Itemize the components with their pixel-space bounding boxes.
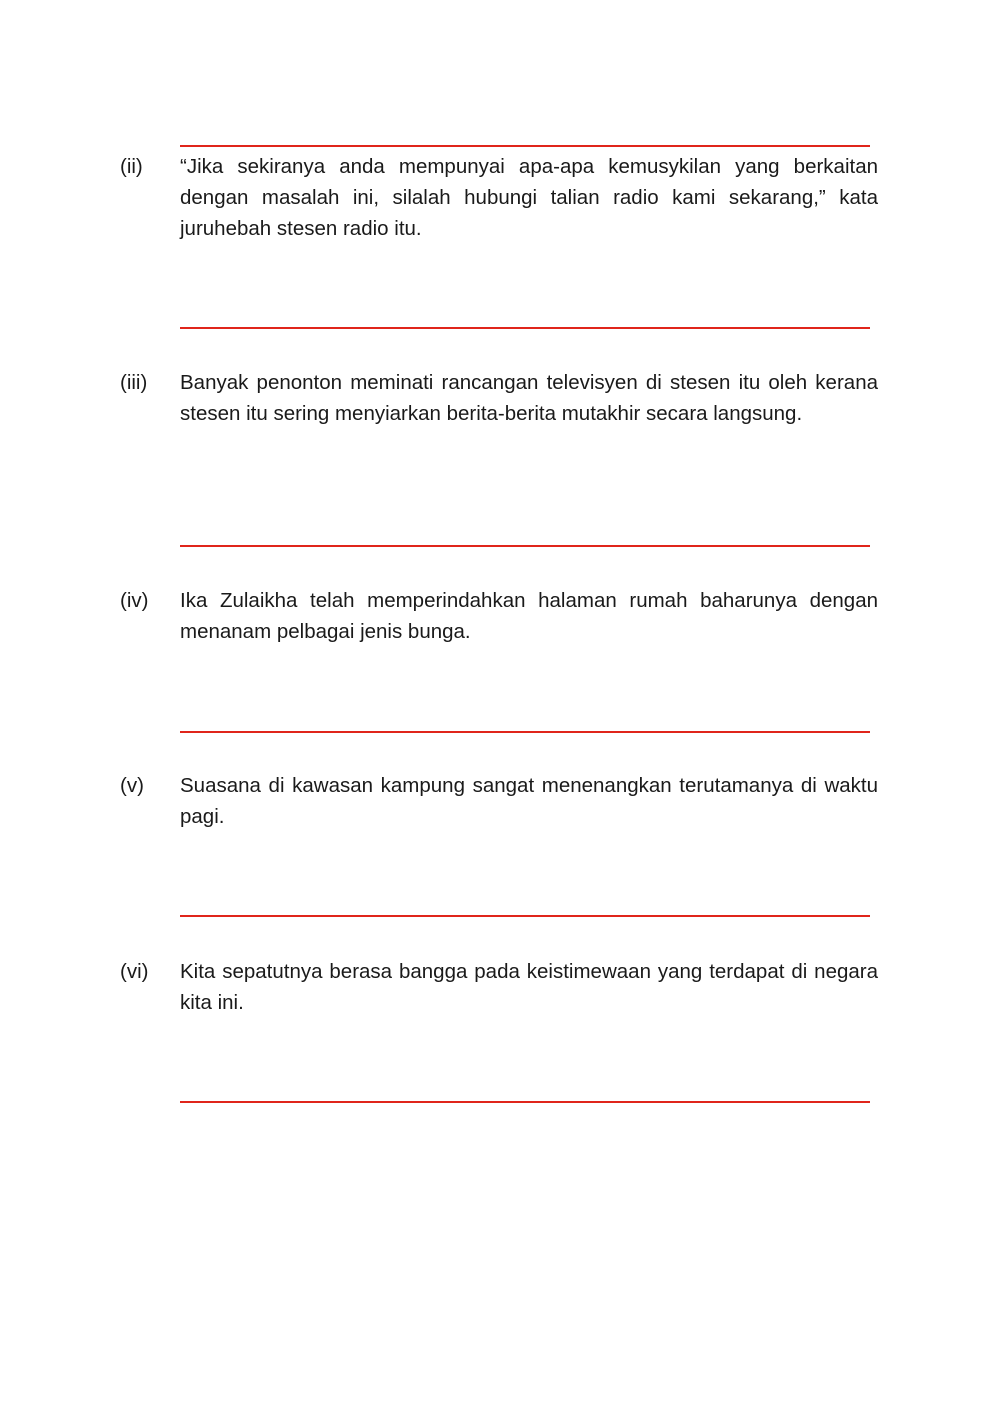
question-ii (120, 151, 878, 244)
question-number: (iv) (120, 589, 149, 612)
question-iv (120, 585, 878, 647)
question-iii (120, 367, 878, 429)
question-vi (120, 956, 878, 1018)
answer-line-iv[interactable] (180, 731, 870, 733)
question-number: (vi) (120, 960, 149, 983)
question-v (120, 770, 878, 832)
question-text: Ika Zulaikha telah memperindahkan halaman rumah baharunya dengan menanam pelbagai jenis bunga. (180, 589, 878, 643)
question-text: Banyak penonton meminati rancangan televisyen di stesen itu oleh kerana stesen itu sering menyiarkan berita-berita mutakhir secara langsung. (180, 371, 878, 425)
question-number: (v) (120, 774, 144, 797)
answer-line-v[interactable] (180, 915, 870, 917)
answer-line-vi[interactable] (180, 1101, 870, 1103)
question-number: (ii) (120, 155, 143, 178)
question-text: “Jika sekiranya anda mempunyai apa-apa kemusykilan yang berkaitan dengan masalah ini, silalah hubungi talian radio kami sekarang,” kata juruhebah stesen radio itu. (180, 155, 878, 240)
answer-line-ii[interactable] (180, 327, 870, 329)
question-text: Kita sepatutnya berasa bangga pada keistimewaan yang terdapat di negara kita ini. (180, 960, 878, 1014)
question-text: Suasana di kawasan kampung sangat menenangkan terutamanya di waktu pagi. (180, 774, 878, 828)
question-number: (iii) (120, 371, 148, 394)
answer-line-i[interactable] (180, 145, 870, 147)
answer-line-iii[interactable] (180, 545, 870, 547)
